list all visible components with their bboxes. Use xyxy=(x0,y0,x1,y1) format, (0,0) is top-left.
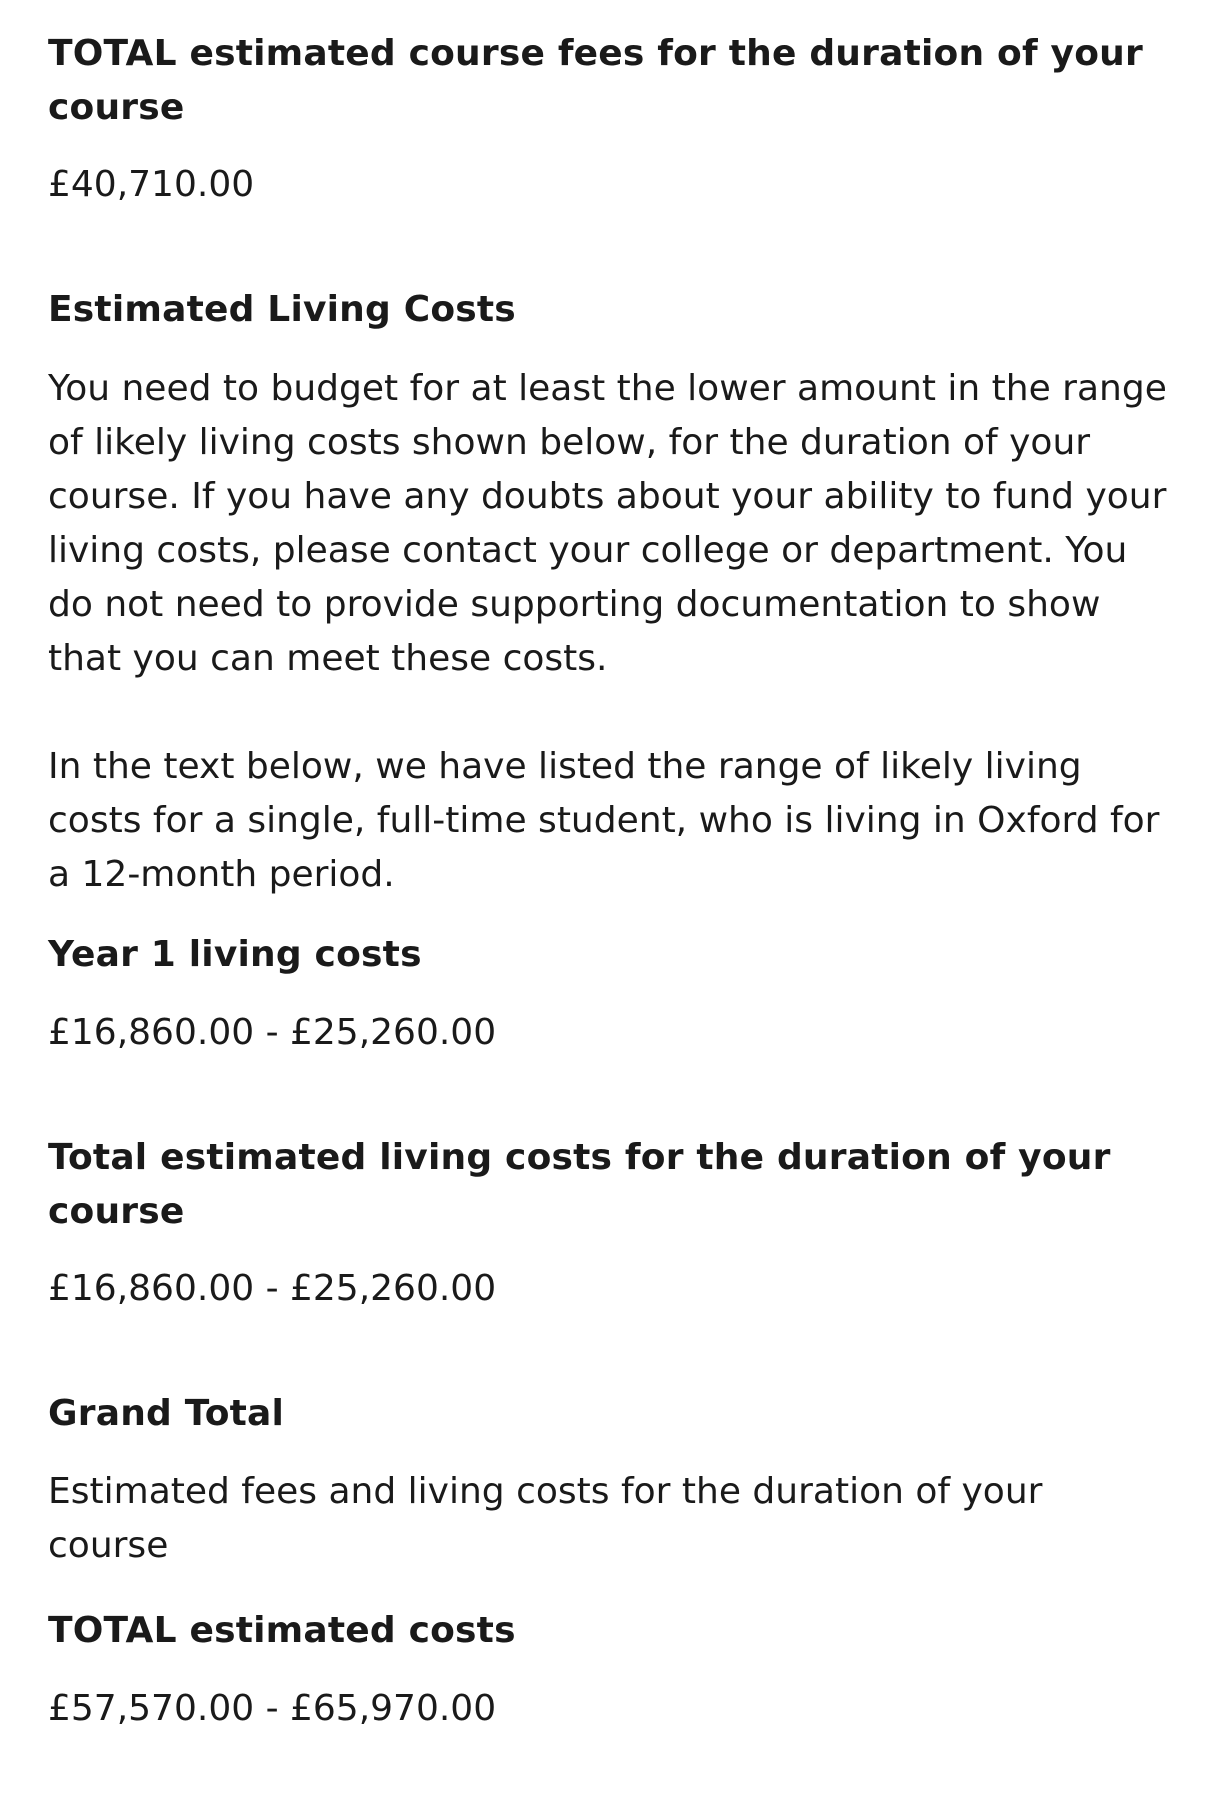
living-costs-paragraph-1: You need to budget for at least the lower amount in the range of likely living costs shown below, for the duration of your course. If you have any doubts about your ability to fund your living costs, please contact your college or department. You do not need to provide supporting documentation to show that you can meet these costs. xyxy=(48,368,1167,679)
year1-heading: Year 1 living costs xyxy=(48,934,422,975)
grand-total-heading: Grand Total xyxy=(48,1393,285,1434)
fees-total-heading: TOTAL estimated course fees for the duration of your course xyxy=(48,33,1143,128)
living-costs-heading: Estimated Living Costs xyxy=(48,289,516,330)
grand-total-description: Estimated fees and living costs for the duration of your course xyxy=(48,1471,1043,1566)
year1-value: £16,860.00 - £25,260.00 xyxy=(48,1012,497,1053)
fees-total-value: £40,710.00 xyxy=(48,164,255,205)
grand-total-costs-heading: TOTAL estimated costs xyxy=(48,1610,516,1651)
living-total-value: £16,860.00 - £25,260.00 xyxy=(48,1268,497,1309)
living-costs-paragraph-2: In the text below, we have listed the range of likely living costs for a single, full-time student, who is living in Oxford for a 12-month period. xyxy=(48,746,1160,895)
living-total-heading: Total estimated living costs for the duration of your course xyxy=(48,1137,1111,1232)
grand-total-value: £57,570.00 - £65,970.00 xyxy=(48,1688,497,1729)
